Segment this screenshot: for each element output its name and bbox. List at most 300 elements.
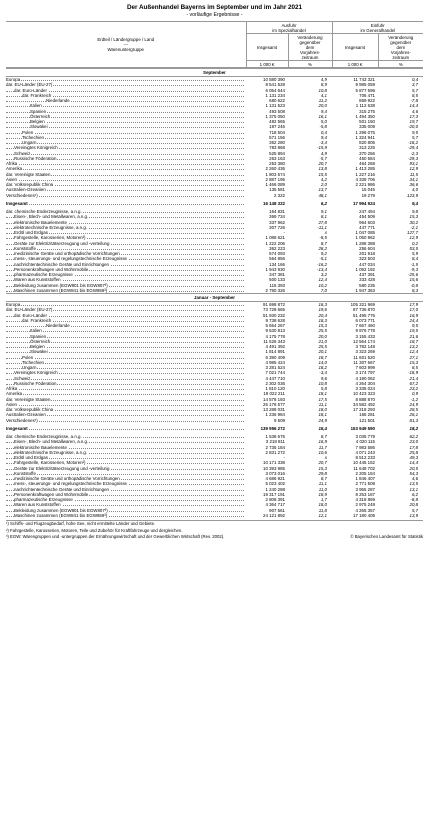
export-value: 718 504	[269, 129, 285, 135]
import-change: 4,6	[411, 108, 419, 114]
row-label: elektronische Bauelemente	[6, 220, 246, 225]
export-value: 135 581	[269, 187, 285, 193]
row-label: Waren aus Kunststoffen	[6, 502, 246, 507]
import-value: 34 582 492	[353, 401, 375, 407]
import-value: 105 321 969	[350, 302, 375, 307]
row-label: Erdöl und Erdgas	[6, 230, 246, 235]
export-value: 14 578 193	[263, 396, 285, 402]
import-value: 4 190 062	[355, 375, 375, 381]
import-change: -20,0	[408, 124, 419, 130]
import-change: 13,9	[409, 512, 419, 518]
import-value: 17 180 405	[353, 512, 375, 518]
row-label: Fahrgestelle, Karosserien, Motoren²)	[6, 460, 246, 465]
export-value: 2 735 184	[265, 444, 285, 450]
import-value: 7 983 586	[355, 444, 375, 450]
export-change: 9,4	[320, 108, 327, 114]
import-value: 8 512 233	[355, 455, 375, 460]
import-value: 4 071 243	[355, 449, 375, 455]
export-change: -11,1	[317, 224, 327, 230]
export-change: 25,5	[318, 344, 327, 349]
row-label: mess-, steuerungs- und regelungstechnische Erzeugnisse	[6, 256, 246, 261]
row-label: Personenkraftwagen und Wohnmobile	[6, 267, 246, 272]
import-value: 3 174 797	[355, 370, 375, 376]
export-value: 253 380	[269, 161, 285, 166]
import-change: 21,4	[409, 375, 419, 381]
export-value: 369 734	[269, 214, 285, 220]
import-change: 5,9	[411, 251, 419, 256]
export-value: 3 073 016	[265, 470, 285, 476]
export-change: 20,7	[318, 460, 327, 466]
export-change: 18,1	[318, 391, 327, 397]
import-change: 4,6	[411, 476, 419, 481]
export-change: 10,8	[318, 380, 327, 386]
export-change: 4,1	[320, 92, 327, 98]
export-change: -3,4	[319, 140, 327, 145]
import-change: -7,8	[410, 98, 419, 103]
row-label: dar. Vereinigte Staaten	[6, 397, 246, 402]
export-change: 12,4	[318, 277, 327, 283]
export-value: 9 530 813	[265, 328, 285, 334]
import-value: 121 501	[359, 417, 375, 423]
table-header	[6, 21, 423, 68]
export-change: -5,7	[319, 155, 327, 161]
import-value: 11 307 667	[353, 359, 375, 365]
row-label: dar. Vereinigte Staaten	[6, 172, 246, 177]
export-value: 1 236 984	[265, 412, 285, 418]
export-change: 11,2	[318, 98, 327, 103]
import-value: 3 335 024	[355, 386, 375, 391]
export-change: 11,7	[318, 444, 327, 450]
import-value: 323 503	[359, 256, 375, 262]
export-total-header: Insgesamt	[246, 34, 288, 61]
export-value: 1 222 206	[265, 240, 285, 246]
export-change: 4,2	[320, 176, 327, 182]
export-change: 18,2	[318, 365, 327, 370]
export-value: 1 803 574	[265, 171, 285, 177]
export-change: 8,7	[320, 476, 327, 481]
row-label: Österreich	[6, 339, 246, 344]
import-value: 447 034	[359, 261, 375, 267]
export-value: 2 808 391	[265, 497, 285, 502]
row-label: Personenkraftwagen und Wohnmobile	[6, 492, 246, 497]
export-change: 5,0	[320, 119, 327, 124]
trade-table	[6, 68, 423, 518]
export-change: 13,8	[318, 166, 327, 172]
row-label: Asien	[6, 402, 246, 407]
import-value: 820 805	[359, 140, 375, 145]
export-change: 29,8	[318, 470, 327, 476]
import-change: -1,5	[410, 261, 419, 267]
import-value: 315 275	[359, 108, 375, 114]
export-change: 20,4	[318, 312, 327, 318]
export-change: 8,9	[320, 82, 327, 88]
export-change: 24,9	[318, 417, 327, 423]
import-value: 313 225	[359, 145, 375, 151]
export-value: 10 393 985	[263, 465, 285, 471]
import-value: 1 324 941	[355, 134, 375, 140]
import-change: 49,3	[409, 455, 419, 460]
row-label: Tschechien	[6, 360, 246, 365]
export-change: 15,3	[318, 465, 327, 471]
import-change: -29,3	[408, 155, 419, 161]
export-change: 5,8	[320, 386, 327, 391]
export-value: 2 831 272	[265, 449, 285, 455]
export-value: 2 260 436	[265, 166, 285, 172]
export-change: x	[324, 455, 327, 460]
export-change: 21,0	[318, 338, 327, 344]
export-value: 493 508	[269, 108, 285, 114]
row-label: Polen	[6, 130, 246, 135]
import-change: 18,7	[409, 338, 419, 344]
export-value: 362 223	[269, 245, 285, 251]
import-change: 24,9	[409, 401, 419, 407]
row-label: dar. EU-Länder (EU-27)	[6, 82, 246, 87]
row-label: Maschinen zusammen (EGW841 bis EGW859³)	[6, 513, 246, 518]
export-change: 25,5	[318, 328, 327, 334]
import-change: 24,4	[409, 317, 419, 323]
export-value: 24 121 892	[263, 512, 285, 518]
import-change: 81,3	[409, 417, 419, 423]
row-label: pharmazeutische Erzeugnisse	[6, 272, 246, 277]
import-change: -25,6	[408, 272, 419, 277]
import-value: 501 150	[359, 119, 375, 124]
export-value: 564 856	[269, 256, 285, 262]
row-label: Spanien	[6, 109, 246, 114]
export-value: 6 390 409	[265, 354, 285, 360]
export-change: 1,7	[320, 497, 327, 502]
export-value: 362 280	[269, 140, 285, 145]
row-label: dar. Volksrepublik China	[6, 182, 246, 187]
import-value: 2 205 184	[355, 470, 375, 476]
export-change: -3,4	[319, 370, 327, 376]
row-label: Polen	[6, 355, 246, 360]
export-change: 28,2	[318, 245, 327, 251]
row-label: Afrika	[6, 386, 246, 391]
export-change: 11,0	[318, 486, 327, 492]
import-change: 18,2	[409, 425, 419, 431]
row-label: Amerika	[6, 166, 246, 171]
export-change: 16,9	[318, 439, 327, 445]
import-change: 5,7	[411, 134, 419, 140]
export-value: 4 985 424	[265, 359, 285, 365]
import-change: 8,4	[411, 256, 419, 262]
row-label: Bekleidung zusammen (EGW801 bis EGW807³)	[6, 283, 246, 288]
import-change: -0,8	[410, 282, 419, 288]
import-value: 17 994 924	[353, 200, 375, 206]
import-change: 9,8	[411, 209, 419, 214]
import-value: 3 782 148	[355, 344, 375, 349]
import-value: 2 771 508	[355, 481, 375, 487]
row-label: Bekleidung zusammen (EGW801 bis EGW807³)	[6, 508, 246, 513]
export-change: 13,7	[318, 187, 327, 193]
export-change: 10,6	[318, 449, 327, 455]
import-value: 7 667 460	[355, 323, 375, 328]
export-change: 19,6	[318, 307, 327, 313]
export-value: 1 088 621	[265, 235, 285, 241]
import-value: 1 947 363	[355, 287, 375, 293]
row-label: Geräte zur Elektrizitätserzeugung und -verteilung	[6, 466, 246, 471]
export-value: 139 956 272	[260, 425, 285, 431]
row-label: Australien-Ozeanien	[6, 187, 246, 192]
import-value: 1 112 638	[355, 103, 375, 109]
export-change: 20,0	[318, 103, 327, 109]
import-change: 19,5	[409, 328, 419, 334]
footnote-2: ²) Fahrgestelle, Karosserien, Motoren, Teile und Zubehör für Kraftfahrzeuge und dergleichen.	[6, 527, 183, 533]
row-label: medizinische Geräte und orthopädische Vorrichtungen	[6, 251, 246, 256]
export-change-unit: %	[288, 61, 332, 68]
import-change: 36,6	[409, 182, 419, 187]
export-value: 6 054 644	[265, 87, 285, 93]
import-change: 5,7	[411, 87, 419, 93]
import-value: 51 495 776	[353, 312, 375, 318]
import-change: 0,4	[378, 77, 423, 83]
import-value: 3 323 269	[355, 349, 375, 355]
row-label: Vereinigtes Königreich	[6, 145, 246, 150]
row-label: Erdöl und Erdgas	[6, 455, 246, 460]
export-value: 5 023 402	[265, 481, 285, 487]
row-label: Österreich	[6, 114, 246, 119]
export-value: 11 526 343	[263, 338, 285, 344]
export-value: 1 814 891	[265, 349, 285, 355]
row-label: dar. EU-Länder (EU-27)	[6, 307, 246, 312]
row-label: Australien-Ozeanien	[6, 412, 246, 417]
row-label: Niederlande	[6, 98, 246, 103]
export-change: 4,9	[320, 150, 327, 156]
export-value: -	[283, 455, 285, 460]
import-change: 15,3	[409, 359, 419, 365]
import-change: 17,3	[409, 113, 419, 119]
row-label: Belgien	[6, 344, 246, 349]
import-value: 17 218 293	[353, 407, 375, 412]
row-label: Kunststoffe	[6, 471, 246, 476]
row-label: Eisen-, Blech- und Metallwaren, a.n.g.	[6, 439, 246, 444]
export-value: 3 218 811	[265, 439, 285, 445]
row-label: elektrotechnische Erzeugnisse, a.n.g.	[6, 225, 246, 230]
export-value: 1 810 120	[265, 386, 285, 391]
import-value: 15 045	[361, 187, 375, 193]
export-change: 20,0	[318, 333, 327, 339]
export-value: 307 726	[269, 224, 285, 230]
import-change: 15,3	[409, 214, 419, 220]
import-change: 54,3	[409, 470, 419, 476]
import-change: 12,4	[409, 349, 419, 355]
import-value: 256 604	[359, 245, 375, 251]
row-label: Ungarn	[6, 140, 246, 145]
export-value: 7 021 744	[265, 370, 285, 376]
import-change: -9,3	[410, 266, 419, 272]
import-change: -2,1	[410, 224, 419, 230]
import-value: 5 877 596	[355, 87, 375, 93]
import-value: 19 279	[361, 192, 375, 198]
row-label: Europa	[6, 302, 246, 308]
export-value: 263 163	[269, 155, 285, 161]
import-value: 454 509	[359, 214, 375, 220]
import-value: 1 413 285	[355, 166, 375, 172]
import-value: 8 888 870	[355, 396, 375, 402]
import-change: 93,1	[409, 161, 419, 166]
export-change: 14,0	[318, 359, 327, 365]
export-value: 91 698 872	[263, 302, 285, 307]
import-change: 127,7	[407, 230, 419, 235]
export-value: 2 790 326	[265, 287, 285, 293]
import-value: 11 648 702	[353, 465, 375, 471]
import-change: -29,4	[408, 145, 419, 151]
row-label: Afrika	[6, 161, 246, 166]
import-value: 335 009	[359, 124, 375, 130]
export-value: 13 288 031	[263, 407, 285, 412]
import-value: 10 445 152	[353, 460, 375, 466]
stub-header: Erdteil / Ländergruppe / Land --- Warenuntergruppe	[6, 22, 246, 68]
import-unit: 1 000 €	[332, 61, 378, 68]
export-change: 18,9	[318, 491, 327, 497]
export-change: 3,2	[320, 272, 327, 277]
import-change: 19,7	[409, 119, 419, 124]
export-value: 4 447 710	[265, 375, 285, 381]
import-value: 11 601 520	[353, 354, 375, 360]
import-value: 4 318 869	[355, 497, 375, 502]
export-change: 17,5	[318, 396, 327, 402]
export-value: 115 393	[269, 282, 285, 288]
row-label: nachrichtentechnische Geräte und Einrichtungen	[6, 262, 246, 267]
export-change: 15,5	[318, 171, 327, 177]
goods-row	[6, 288, 423, 294]
row-label: Insgesamt	[6, 201, 246, 206]
import-value: 869 922	[359, 98, 375, 103]
import-value: 1 288 388	[355, 240, 375, 246]
export-change: 11,1	[318, 481, 327, 487]
export-change: 11,8	[318, 507, 327, 513]
row-label: Ungarn	[6, 365, 246, 370]
export-change: -5,8	[319, 124, 327, 130]
export-group-header: Ausfuhr im Spezialhandel	[246, 22, 332, 34]
row-label: elektronische Bauelemente	[6, 445, 246, 450]
export-value: 2 322	[274, 192, 285, 198]
import-value: 4 020 115	[355, 439, 375, 445]
import-change: 30,2	[409, 219, 419, 225]
export-change: 20,1	[318, 349, 327, 355]
export-change: 18,1	[318, 412, 327, 418]
import-value: 1 296 075	[355, 129, 375, 135]
import-value: 964 603	[359, 219, 375, 225]
import-value: 2 221 986	[355, 182, 375, 187]
export-value: 2 887 195	[265, 176, 285, 182]
export-change: x	[324, 230, 327, 235]
export-change: 15,3	[318, 323, 327, 328]
footnote-3: ³) EGW: Warengruppen und -untergruppen der Ernährungswirtschaft und der Gewerblichen Wirtschaft (Rev. 2002).	[6, 534, 225, 539]
row-label: Maschinen zusammen (EGW841 bis EGW859³)	[6, 288, 246, 294]
row-label: Tschechien	[6, 135, 246, 140]
row-label: Schweiz	[6, 376, 246, 381]
export-change: -16,2	[316, 261, 327, 267]
page-subtitle: - vorläufige Ergebnisse -	[186, 12, 243, 18]
export-value: 4 491 392	[265, 344, 285, 349]
import-change: 9,5	[411, 129, 419, 135]
source-note: © Bayerisches Landesamt für Statistik	[350, 534, 423, 539]
export-value: 783 868	[269, 145, 285, 151]
import-change: 62,2	[409, 434, 419, 439]
export-change: 4,9	[288, 77, 332, 83]
row-label: pharmazeutische Erzeugnisse	[6, 497, 246, 502]
row-label: Belgien	[6, 119, 246, 124]
export-value: 574 093	[269, 251, 285, 256]
import-change: 53,5	[409, 245, 419, 251]
import-value: 153 949 590	[350, 425, 375, 431]
export-value: -	[283, 230, 285, 235]
import-change-header: Veränderung gegenüber dem Vorjahres- zeitraum	[378, 34, 423, 61]
export-value: 73 728 665	[263, 307, 285, 313]
row-label: Italien	[6, 328, 246, 333]
import-value: 201 918	[359, 251, 375, 256]
row-label: Niederlande	[6, 323, 246, 328]
export-value: 1 240 288	[265, 486, 285, 492]
export-value: 4 175 778	[265, 333, 285, 339]
export-value: 2 302 036	[265, 380, 285, 386]
import-value: 1 846 407	[355, 476, 375, 481]
export-change: 9,2	[320, 251, 327, 256]
import-change: 28,5	[409, 407, 419, 412]
export-value: 9 509	[274, 417, 285, 423]
import-change: 34,1	[409, 176, 419, 182]
import-value: 447 771	[359, 224, 375, 230]
export-value: 525 894	[269, 150, 285, 156]
export-value: 19 317 191	[263, 491, 285, 497]
trade-table-body	[6, 69, 423, 519]
row-label: dar. Frankreich	[6, 318, 246, 323]
country-row	[6, 418, 423, 423]
import-change: 6,2	[411, 491, 419, 497]
export-value: 680 622	[269, 98, 285, 103]
import-change: 17,0	[409, 307, 419, 313]
page-title: Der Außenhandel Bayerns im September und im Jahr 2021	[126, 4, 303, 11]
goods-row	[6, 513, 423, 518]
section-heading: September	[6, 69, 423, 77]
export-change: -13,4	[316, 266, 327, 272]
import-value: 7 603 999	[355, 365, 375, 370]
row-label: Slowakei	[6, 349, 246, 354]
import-value: 1 227 216	[355, 171, 375, 177]
import-change-unit: %	[378, 61, 423, 68]
import-value: 4 339 706	[355, 176, 375, 182]
row-label: mess-, steuerungs- und regelungstechnische Erzeugnisse	[6, 481, 246, 486]
export-value: 134 166	[269, 261, 285, 267]
import-change: 9,5	[411, 323, 419, 328]
import-change: 123,9	[407, 192, 419, 198]
import-value: 165 281	[359, 412, 375, 418]
export-change: 20,7	[318, 161, 327, 166]
import-change: 20,5	[409, 465, 419, 471]
import-change: 14,4	[409, 103, 419, 109]
row-label: Insgesamt	[6, 426, 246, 431]
export-change: -15,9	[316, 145, 327, 151]
export-change: 9,4	[320, 134, 327, 140]
import-change: 16,9	[409, 312, 419, 318]
export-change: -8,5	[319, 235, 327, 241]
import-change: 9,4	[411, 200, 419, 206]
export-value: 482 565	[269, 119, 285, 124]
export-value: 907 561	[269, 507, 285, 513]
import-value: 1 494 350	[355, 113, 375, 119]
import-change: -1,2	[410, 396, 419, 402]
import-change: 27,1	[409, 354, 419, 360]
import-change: 26,1	[409, 412, 419, 418]
export-change: 27,8	[318, 219, 327, 225]
row-label: medizinische Geräte und orthopädische Vorrichtungen	[6, 476, 246, 481]
export-value: 5 654 267	[265, 323, 285, 328]
section-heading: Januar - September	[6, 294, 423, 302]
import-change: -8,8	[410, 497, 419, 502]
import-value: 1 047 085	[355, 230, 375, 235]
row-label: dar. Volksrepublik China	[6, 407, 246, 412]
